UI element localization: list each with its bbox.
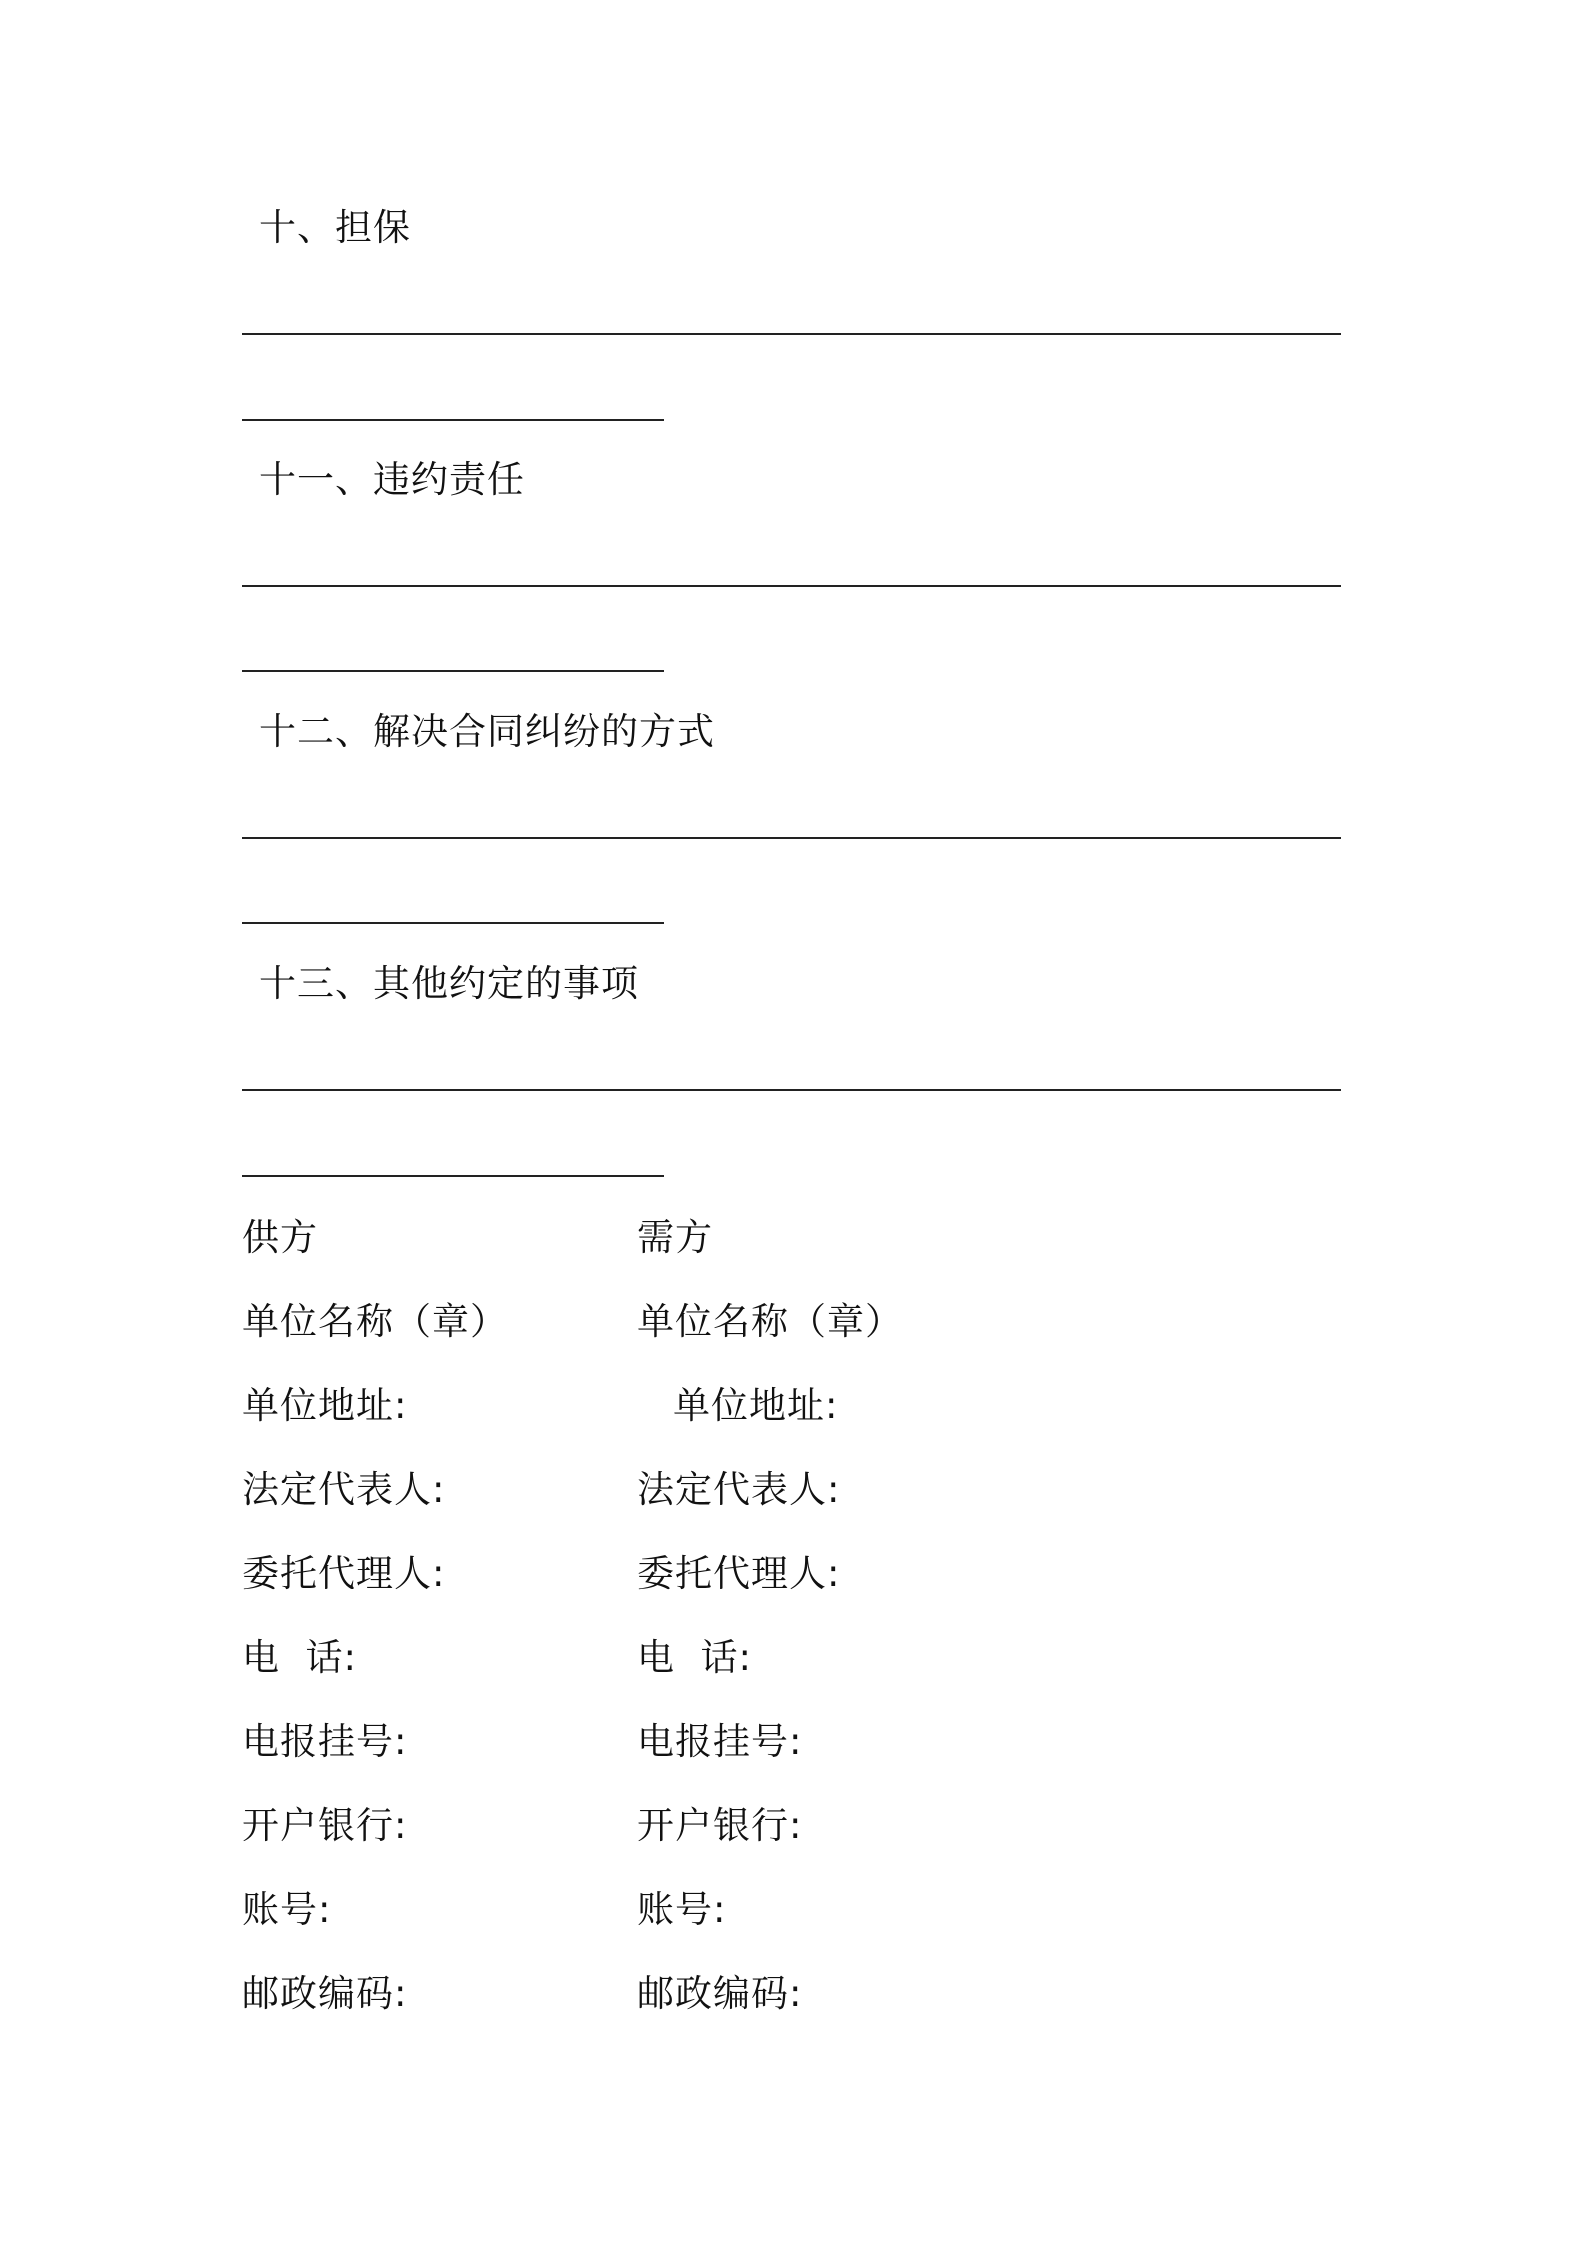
buyer-bank: 开户银行:	[637, 1804, 803, 1847]
fill-line-short	[242, 670, 664, 672]
buyer-telegraph-code: 电报挂号:	[637, 1720, 803, 1763]
fill-line-long	[242, 837, 1341, 839]
fill-line-long	[242, 333, 1341, 335]
buyer-legal-representative: 法定代表人:	[637, 1468, 841, 1511]
buyer-authorized-agent: 委托代理人:	[637, 1552, 841, 1595]
supplier-bank: 开户银行:	[242, 1804, 408, 1847]
supplier-authorized-agent: 委托代理人:	[242, 1552, 446, 1595]
supplier-unit-name: 单位名称（章）	[242, 1300, 508, 1343]
supplier-account-number: 账号:	[242, 1888, 332, 1931]
section-heading-breach-liability: 十一、违约责任	[259, 458, 525, 501]
section-heading-dispute-resolution: 十二、解决合同纠纷的方式	[259, 710, 715, 753]
buyer-unit-address: 单位地址:	[673, 1384, 839, 1427]
buyer-unit-name: 单位名称（章）	[637, 1300, 903, 1343]
buyer-postal-code: 邮政编码:	[637, 1972, 803, 2015]
section-heading-guarantee: 十、担保	[259, 206, 411, 249]
supplier-label: 供方	[242, 1216, 318, 1259]
supplier-telephone: 电 话:	[242, 1636, 357, 1679]
fill-line-short	[242, 922, 664, 924]
supplier-unit-address: 单位地址:	[242, 1384, 408, 1427]
fill-line-long	[242, 585, 1341, 587]
section-heading-other-matters: 十三、其他约定的事项	[259, 962, 639, 1005]
fill-line-short	[242, 1175, 664, 1177]
supplier-telegraph-code: 电报挂号:	[242, 1720, 408, 1763]
supplier-legal-representative: 法定代表人:	[242, 1468, 446, 1511]
buyer-account-number: 账号:	[637, 1888, 727, 1931]
fill-line-long	[242, 1089, 1341, 1091]
buyer-telephone: 电 话:	[637, 1636, 752, 1679]
supplier-postal-code: 邮政编码:	[242, 1972, 408, 2015]
buyer-label: 需方	[637, 1216, 713, 1259]
fill-line-short	[242, 419, 664, 421]
